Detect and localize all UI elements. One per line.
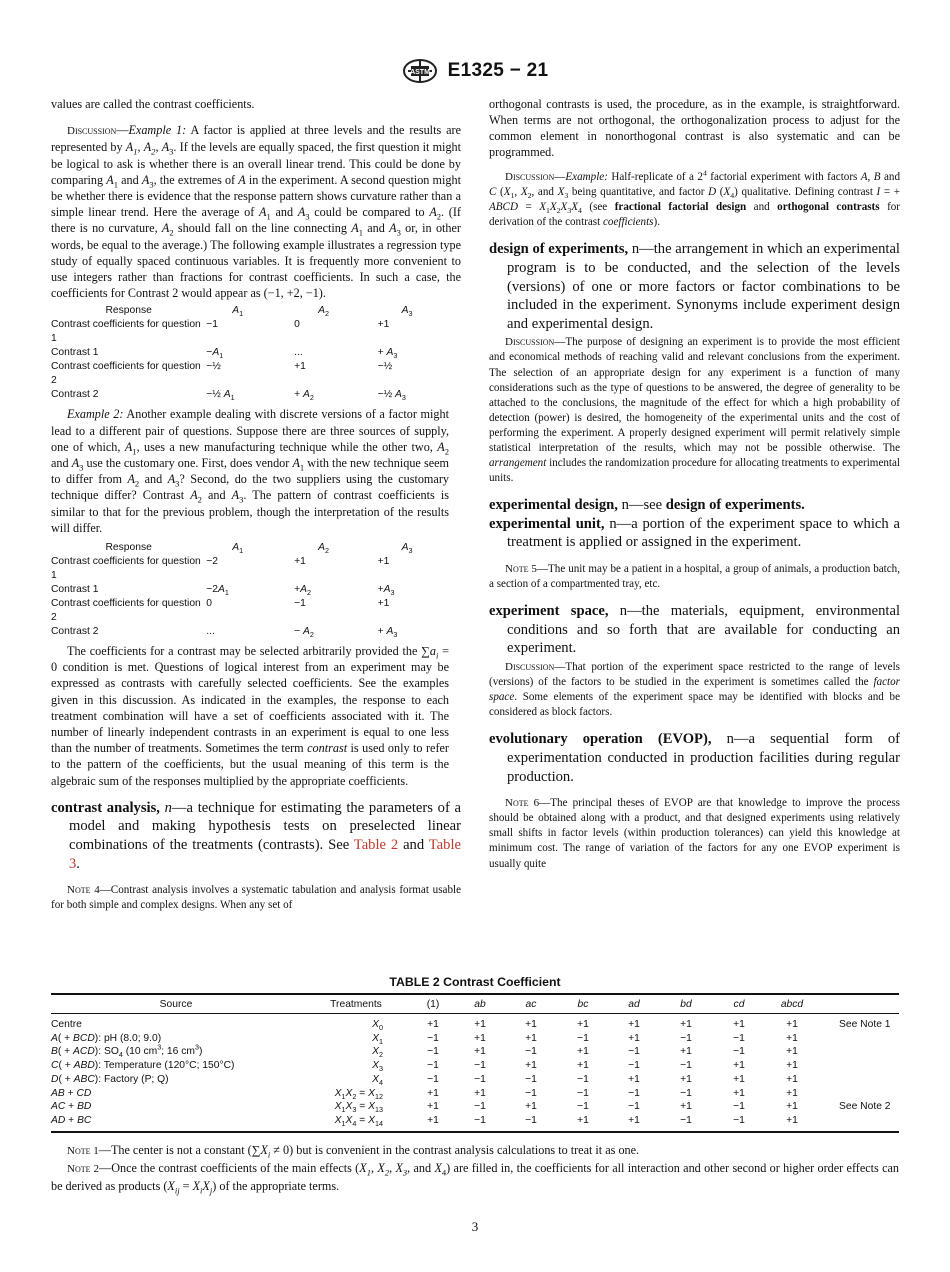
- discussion-example-1: Discussion—Example 1: A factor is applied at three levels and the results are represented by $A_1$, $A_2$, $A_3$. If the levels are equally spaced, the first question it might be logical to ask is whether there is an overall linear trend. This could be done by comparing $A_1$ and $A_3$, the extremes of A in the experiment. A second question might be whether there is evidence that the response pattern shows curvature rather than a simple linear trend. Here the average of $A_1$ and $A_3$ could be compared to $A_2$. (If there is no curvature, $A_2$ should fall on the line connecting $A_1$ and $A_3$ or, in other words, be equal to the average.) The following example illustrates a regression type study of equally spaced continuous variables. It is frequently more convenient to use integers rather than fractions for contrast coefficients. In such a case, the coefficients for Contrast 2 would appear as (−1, +2, −1).: [51, 123, 462, 301]
- right-column: [489, 96, 900, 872]
- table-row: AD + BC $X_1X_4 = X_{14}$ +1 −1 −1 +1 +1 −1 −1 +1: [51, 1114, 899, 1132]
- document-designation: E1325 − 21: [447, 60, 549, 81]
- table-3-link[interactable]: Table 3: [69, 837, 461, 872]
- table-2-title: TABLE 2 Contrast Coefficient: [389, 975, 561, 989]
- table-row: C( + ABD): Temperature (120°C; 150°C) $X_3$ −1 −1 +1 +1 −1 −1 +1 +1: [51, 1060, 798, 1074]
- contrast-coefficient-table: [51, 993, 899, 1133]
- discussion-half-replicate: Discussion—Example: Half-replicate of a $2^4$ factorial experiment with factors A, B and C ($X_1$, $X_2$, and $X_3$ being quantitative, and factor D $(X_4)$ qualitative. Defining contrast I = + ABCD = $X_1X_2X_3X_4$ (see fractional factorial design and orthogonal contrasts for derivation of the contrast coefficients).: [489, 168, 901, 229]
- term-evop: evolutionary operation (EVOP), n—a sequential form of experimentation conducted in production facilities during regular production.: [489, 731, 901, 785]
- response-table-1: Response $A_1$ $A_2$ $A_3$ Contrast coefficients for question 1 −1 0 +1 Contrast 1 $-A_1$ ... + $A_3$ Contrast coefficients for question 2 −½ +1 −½ Contrast 2 −½ $A_1$ + $A_2$ −½ $A_3$: [51, 305, 413, 403]
- table-row: B( + ACD): $SO_4$ (10 $cm^3$; 16 $cm^3$) $X_2$ −1 +1 −1 +1 −1 +1 −1 +1: [51, 1042, 798, 1060]
- paragraph-orthogonal: orthogonal contrasts is used, the procedure, as in the example, is straightforward. When terms are not orthogonal, the orthogonalization process to adjust for the common element in nonorthogonal contrast is also systematic and can be programmed.: [489, 97, 900, 159]
- discussion-design: Discussion—The purpose of designing an experiment is to provide the most efficient and economical methods of reaching valid and relevant conclusions from the experiment. The selection of an appropriate design for any experiment is a function of many considerations such as the type of questions to be answered, the degree of generality to be attached to the conclusions, the magnitude of the effect for which a high probability of detection (power) is desired, the homogeneity of the experimental units and the cost of performing the experiment. A properly designed experiment will permit relatively simple statistical interpretation of the results, which may not be possible otherwise. The arrangement includes the randomization procedure for allocating treatments to experimental units.: [489, 336, 900, 485]
- term-experimental-unit: experimental unit, n—a portion of the experiment space to which a treatment is applied or assigned in the experiment.: [489, 515, 900, 551]
- page-header: [0, 58, 950, 84]
- discussion-space: Discussion—That portion of the experiment space restricted to the range of levels (versions) of the factors to be studied in the experiment is sometimes called the factor space. Some elements of the experiment space may be identified with blocks and be considered as block factors.: [489, 661, 900, 719]
- response-table-2: Response $A_1$ $A_2$ $A_3$ Contrast coefficients for question 1 −2 +1 +1 Contrast 1 $-2A_1$ $+A_2$ $+A_3$ Contrast coefficients for question 2 0 −1 +1 Contrast 2 ... − $A_2$ + $A_3$: [51, 542, 413, 640]
- table-2-link[interactable]: Table 2: [353, 837, 399, 854]
- table-note-1: Note 1—The center is not a constant $(\sum X_i \ne 0)$ but is convenient in the contrast analysis calculations to treat it as one.: [67, 1143, 640, 1160]
- term-design-of-experiments: design of experiments, n—the arrangement in which an experimental program is to be conducted, and the selection of the levels (versions) of one or more factors or factor combinations to be included in the experiment. Synonyms include experiment design and experimental design.: [489, 241, 900, 332]
- table-row: D( + ABC): Factory (P; Q) $X_4$ −1 −1 −1 −1 +1 +1 +1 +1: [51, 1073, 798, 1087]
- svg-text:ASTM: ASTM: [409, 69, 430, 76]
- paragraph-coefficients: The coefficients for a contrast may be selected arbitrarily provided the $\sum a_i = 0$ condition is met. Questions of logical interest from an experiment may be expressed as contrasts with carefully selected coefficients. See the examples given in this discussion. As indicated in the examples, the response to each treatment combination will have a set of coefficients associated with it. The number of linearly independent contrasts in an experiment is equal to one less than the number of treatments. Sometimes the term contrast is used only to refer to the pattern of the coefficients, but the usual meaning of this term is the algebraic sum of the responses multiplied by the appropriate coefficients.: [51, 644, 449, 788]
- left-column: [51, 96, 461, 913]
- table-row: AC + BD $X_1X_3 = X_{13}$ +1 −1 +1 −1 −1 +1 −1 +1 See Note 2: [51, 1101, 891, 1115]
- term-experiment-space: experiment space, n—the materials, equipment, environmental conditions and so forth that are available for conducting an experiment.: [489, 603, 900, 657]
- term-contrast-analysis: contrast analysis, n—a technique for estimating the parameters of a model and making hypothesis tests on preselected linear combinations of the treatments (contrasts). See Table 2 and Table 3.: [51, 799, 461, 872]
- note-6: Note 6—The principal theses of EVOP are that knowledge to improve the process should be obtained along with a product, and that designed experiments using relatively small shifts in factor levels (within production tolerances) can yield this knowledge at minimum cost. The range of variation of the factors for any one EVOP experiment is usually quite: [489, 797, 901, 870]
- table-row: AB + CD $X_1X_2 = X_{12}$ +1 +1 −1 −1 −1 −1 +1 +1: [51, 1087, 798, 1101]
- table-notes: [51, 1142, 899, 1195]
- term-experimental-design: experimental design, n—see design of experiments.: [489, 497, 805, 514]
- paragraph-intro: values are called the contrast coefficients.: [51, 97, 255, 111]
- page-number: 3: [471, 1219, 479, 1234]
- table-header-row: Source Treatments (1) ab ac bc ad bd cd abcd: [51, 994, 899, 1014]
- table-row: Centre $X_0$ +1 +1 +1 +1 +1 +1 +1 +1 See Note 1: [51, 1019, 891, 1033]
- note-4: Note 4—Contrast analysis involves a systematic tabulation and analysis format usable for both simple and complex designs. When any set of: [51, 884, 461, 912]
- discussion-example-2: Example 2: Another example dealing with discrete versions of a factor might lead to a different pair of questions. Suppose there are three sources of supply, one of which, $A_1$, uses a new manufacturing technique while the other two, $A_2$ and $A_3$ use the customary one. First, does vendor $A_1$ with the new technique seem to differ from $A_2$ and $A_3$? Second, do the two suppliers using the customary technique differ? Contrast $A_2$ and $A_3$. The pattern of contrast coefficients is similar to that for the previous problem, though the interpretation of the results will differ.: [51, 407, 449, 535]
- table-row: A( + BCD): pH (8.0; 9.0) $X_1$ −1 +1 +1 −1 +1 −1 −1 +1: [51, 1032, 798, 1046]
- astm-logo-icon: [402, 58, 438, 84]
- table-note-2: Note 2—Once the contrast coefficients of the main effects ($X_1$, $X_2$, $X_3$, and $X_4$) are filled in, the coefficients for all interaction and other second or higher order effects can be derived as products $(X_{ij} = X_iX_j)$ of the appropriate terms.: [51, 1161, 900, 1196]
- note-5: Note 5—The unit may be a patient in a hospital, a group of animals, a production batch, a section of a compartmented tray, etc.: [489, 563, 900, 591]
